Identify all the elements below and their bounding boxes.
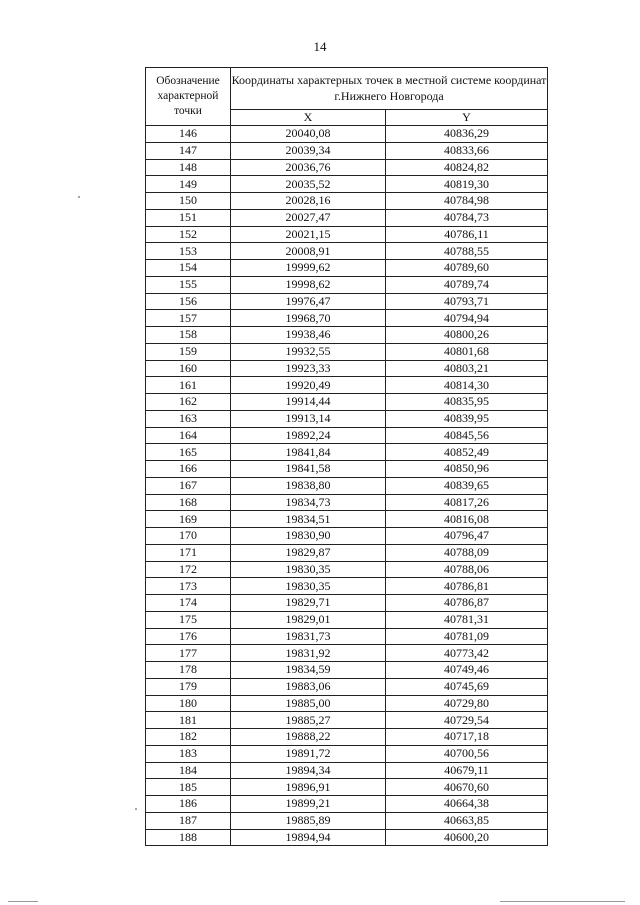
point-id-cell: 178 xyxy=(146,662,231,679)
x-coordinate-cell: 19920,49 xyxy=(231,377,386,394)
table-header xyxy=(146,68,548,126)
x-coordinate-cell: 19829,87 xyxy=(231,544,386,561)
table-row xyxy=(146,662,548,679)
y-coordinate-cell: 40679,11 xyxy=(386,762,548,779)
table-row xyxy=(146,561,548,578)
x-coordinate-cell: 19834,51 xyxy=(231,511,386,528)
table-row xyxy=(146,427,548,444)
table-row xyxy=(146,528,548,545)
y-coordinate-cell: 40784,98 xyxy=(386,193,548,210)
y-coordinate-cell: 40781,09 xyxy=(386,628,548,645)
y-coordinate-cell: 40788,55 xyxy=(386,243,548,260)
point-id-cell: 176 xyxy=(146,628,231,645)
table-row xyxy=(146,126,548,143)
table-body xyxy=(146,126,548,846)
x-coordinate-cell: 19891,72 xyxy=(231,745,386,762)
y-coordinate-cell: 40749,46 xyxy=(386,662,548,679)
table-row xyxy=(146,829,548,846)
point-id-cell: 173 xyxy=(146,578,231,595)
x-coordinate-cell: 19841,84 xyxy=(231,444,386,461)
x-coordinate-cell: 19883,06 xyxy=(231,678,386,695)
y-coordinate-cell: 40803,21 xyxy=(386,360,548,377)
point-id-cell: 188 xyxy=(146,829,231,846)
point-id-cell: 186 xyxy=(146,796,231,813)
table-row xyxy=(146,578,548,595)
table-row xyxy=(146,779,548,796)
x-coordinate-cell: 19885,27 xyxy=(231,712,386,729)
y-coordinate-cell: 40839,65 xyxy=(386,477,548,494)
x-coordinate-cell: 20040,08 xyxy=(231,126,386,143)
point-id-cell: 184 xyxy=(146,762,231,779)
point-id-cell: 171 xyxy=(146,544,231,561)
y-coordinate-cell: 40845,56 xyxy=(386,427,548,444)
table-row xyxy=(146,544,548,561)
table-row xyxy=(146,276,548,293)
scan-edge-mark xyxy=(8,901,38,902)
point-id-cell: 181 xyxy=(146,712,231,729)
point-id-cell: 156 xyxy=(146,293,231,310)
point-id-cell: 154 xyxy=(146,260,231,277)
point-id-cell: 175 xyxy=(146,611,231,628)
y-coordinate-cell: 40852,49 xyxy=(386,444,548,461)
x-coordinate-cell: 19830,35 xyxy=(231,578,386,595)
y-coordinate-cell: 40794,94 xyxy=(386,310,548,327)
table-row xyxy=(146,695,548,712)
point-id-cell: 172 xyxy=(146,561,231,578)
point-id-cell: 165 xyxy=(146,444,231,461)
y-coordinate-cell: 40786,11 xyxy=(386,226,548,243)
table-row xyxy=(146,343,548,360)
point-id-cell: 170 xyxy=(146,528,231,545)
point-id-cell: 163 xyxy=(146,410,231,427)
x-coordinate-cell: 19913,14 xyxy=(231,410,386,427)
x-coordinate-cell: 19885,89 xyxy=(231,812,386,829)
point-id-cell: 162 xyxy=(146,394,231,411)
point-id-cell: 157 xyxy=(146,310,231,327)
x-coordinate-cell: 20021,15 xyxy=(231,226,386,243)
coordinate-system-header: Координаты характерных точек в местной системе координат г.Нижнего Новгорода xyxy=(231,68,548,110)
table-row xyxy=(146,360,548,377)
y-coordinate-cell: 40663,85 xyxy=(386,812,548,829)
page-number: 14 xyxy=(313,39,327,54)
x-coordinate-cell: 19938,46 xyxy=(231,327,386,344)
table-row xyxy=(146,511,548,528)
y-coordinate-cell: 40814,30 xyxy=(386,377,548,394)
y-coordinate-cell: 40700,56 xyxy=(386,745,548,762)
table-row xyxy=(146,444,548,461)
point-id-cell: 158 xyxy=(146,327,231,344)
table-row xyxy=(146,812,548,829)
x-coordinate-cell: 20028,16 xyxy=(231,193,386,210)
table-row xyxy=(146,377,548,394)
point-id-cell: 146 xyxy=(146,126,231,143)
scan-edge-mark xyxy=(500,901,625,902)
table-row xyxy=(146,159,548,176)
point-id-cell: 160 xyxy=(146,360,231,377)
point-id-cell: 180 xyxy=(146,695,231,712)
y-column-header: Y xyxy=(386,109,548,125)
x-coordinate-cell: 19831,92 xyxy=(231,645,386,662)
y-coordinate-cell: 40796,47 xyxy=(386,528,548,545)
table-row xyxy=(146,628,548,645)
y-coordinate-cell: 40833,66 xyxy=(386,142,548,159)
scan-speck xyxy=(135,808,137,810)
y-coordinate-cell: 40816,08 xyxy=(386,511,548,528)
point-id-cell: 182 xyxy=(146,729,231,746)
point-id-cell: 166 xyxy=(146,461,231,478)
y-coordinate-cell: 40670,60 xyxy=(386,779,548,796)
x-coordinate-cell: 19834,73 xyxy=(231,494,386,511)
table-row xyxy=(146,310,548,327)
y-coordinate-cell: 40800,26 xyxy=(386,327,548,344)
point-id-cell: 174 xyxy=(146,595,231,612)
x-coordinate-cell: 20036,76 xyxy=(231,159,386,176)
y-coordinate-cell: 40745,69 xyxy=(386,678,548,695)
x-coordinate-cell: 19998,62 xyxy=(231,276,386,293)
y-coordinate-cell: 40788,09 xyxy=(386,544,548,561)
x-coordinate-cell: 20035,52 xyxy=(231,176,386,193)
y-coordinate-cell: 40824,82 xyxy=(386,159,548,176)
scan-speck xyxy=(78,196,80,198)
x-coordinate-cell: 19923,33 xyxy=(231,360,386,377)
point-id-cell: 161 xyxy=(146,377,231,394)
table-row xyxy=(146,260,548,277)
x-coordinate-cell: 19829,71 xyxy=(231,595,386,612)
table-row xyxy=(146,243,548,260)
x-column-header: X xyxy=(231,109,386,125)
y-coordinate-cell: 40839,95 xyxy=(386,410,548,427)
point-id-cell: 152 xyxy=(146,226,231,243)
table-row xyxy=(146,595,548,612)
table-row xyxy=(146,729,548,746)
x-coordinate-cell: 19888,22 xyxy=(231,729,386,746)
x-coordinate-cell: 19894,34 xyxy=(231,762,386,779)
table-row xyxy=(146,293,548,310)
y-coordinate-cell: 40784,73 xyxy=(386,209,548,226)
y-coordinate-cell: 40789,60 xyxy=(386,260,548,277)
x-coordinate-cell: 19914,44 xyxy=(231,394,386,411)
point-id-cell: 185 xyxy=(146,779,231,796)
point-id-cell: 148 xyxy=(146,159,231,176)
y-coordinate-cell: 40789,74 xyxy=(386,276,548,293)
x-coordinate-cell: 19899,21 xyxy=(231,796,386,813)
point-id-cell: 150 xyxy=(146,193,231,210)
y-coordinate-cell: 40817,26 xyxy=(386,494,548,511)
point-id-cell: 155 xyxy=(146,276,231,293)
point-id-cell: 169 xyxy=(146,511,231,528)
point-id-cell: 187 xyxy=(146,812,231,829)
point-id-cell: 149 xyxy=(146,176,231,193)
table-row xyxy=(146,394,548,411)
x-coordinate-cell: 19838,80 xyxy=(231,477,386,494)
table-row xyxy=(146,678,548,695)
point-id-cell: 147 xyxy=(146,142,231,159)
table-row xyxy=(146,209,548,226)
table-row xyxy=(146,176,548,193)
point-id-cell: 168 xyxy=(146,494,231,511)
point-id-cell: 177 xyxy=(146,645,231,662)
point-designation-header: Обозначение характерной точки xyxy=(146,68,231,126)
table-row xyxy=(146,745,548,762)
y-coordinate-cell: 40788,06 xyxy=(386,561,548,578)
x-coordinate-cell: 19999,62 xyxy=(231,260,386,277)
point-id-cell: 153 xyxy=(146,243,231,260)
x-coordinate-cell: 19834,59 xyxy=(231,662,386,679)
y-coordinate-cell: 40729,80 xyxy=(386,695,548,712)
x-coordinate-cell: 20008,91 xyxy=(231,243,386,260)
table-row xyxy=(146,796,548,813)
table-row xyxy=(146,477,548,494)
x-coordinate-cell: 19830,90 xyxy=(231,528,386,545)
table-row xyxy=(146,762,548,779)
table-row xyxy=(146,461,548,478)
x-coordinate-cell: 19841,58 xyxy=(231,461,386,478)
table-row xyxy=(146,494,548,511)
coordinates-table xyxy=(145,67,548,846)
x-coordinate-cell: 19830,35 xyxy=(231,561,386,578)
y-coordinate-cell: 40773,42 xyxy=(386,645,548,662)
x-coordinate-cell: 19885,00 xyxy=(231,695,386,712)
point-id-cell: 183 xyxy=(146,745,231,762)
x-coordinate-cell: 19894,94 xyxy=(231,829,386,846)
x-coordinate-cell: 20027,47 xyxy=(231,209,386,226)
y-coordinate-cell: 40786,81 xyxy=(386,578,548,595)
point-id-cell: 179 xyxy=(146,678,231,695)
point-id-cell: 167 xyxy=(146,477,231,494)
y-coordinate-cell: 40819,30 xyxy=(386,176,548,193)
point-id-cell: 164 xyxy=(146,427,231,444)
y-coordinate-cell: 40793,71 xyxy=(386,293,548,310)
y-coordinate-cell: 40801,68 xyxy=(386,343,548,360)
point-id-cell: 151 xyxy=(146,209,231,226)
table-row xyxy=(146,645,548,662)
x-coordinate-cell: 19976,47 xyxy=(231,293,386,310)
x-coordinate-cell: 19968,70 xyxy=(231,310,386,327)
x-coordinate-cell: 20039,34 xyxy=(231,142,386,159)
y-coordinate-cell: 40835,95 xyxy=(386,394,548,411)
y-coordinate-cell: 40836,29 xyxy=(386,126,548,143)
y-coordinate-cell: 40717,18 xyxy=(386,729,548,746)
y-coordinate-cell: 40786,87 xyxy=(386,595,548,612)
table-row xyxy=(146,327,548,344)
y-coordinate-cell: 40664,38 xyxy=(386,796,548,813)
table-row xyxy=(146,193,548,210)
x-coordinate-cell: 19831,73 xyxy=(231,628,386,645)
x-coordinate-cell: 19892,24 xyxy=(231,427,386,444)
y-coordinate-cell: 40729,54 xyxy=(386,712,548,729)
x-coordinate-cell: 19896,91 xyxy=(231,779,386,796)
point-id-cell: 159 xyxy=(146,343,231,360)
table-row xyxy=(146,142,548,159)
y-coordinate-cell: 40850,96 xyxy=(386,461,548,478)
y-coordinate-cell: 40781,31 xyxy=(386,611,548,628)
table-row xyxy=(146,226,548,243)
table-row xyxy=(146,410,548,427)
x-coordinate-cell: 19829,01 xyxy=(231,611,386,628)
table-row xyxy=(146,611,548,628)
x-coordinate-cell: 19932,55 xyxy=(231,343,386,360)
table-row xyxy=(146,712,548,729)
y-coordinate-cell: 40600,20 xyxy=(386,829,548,846)
